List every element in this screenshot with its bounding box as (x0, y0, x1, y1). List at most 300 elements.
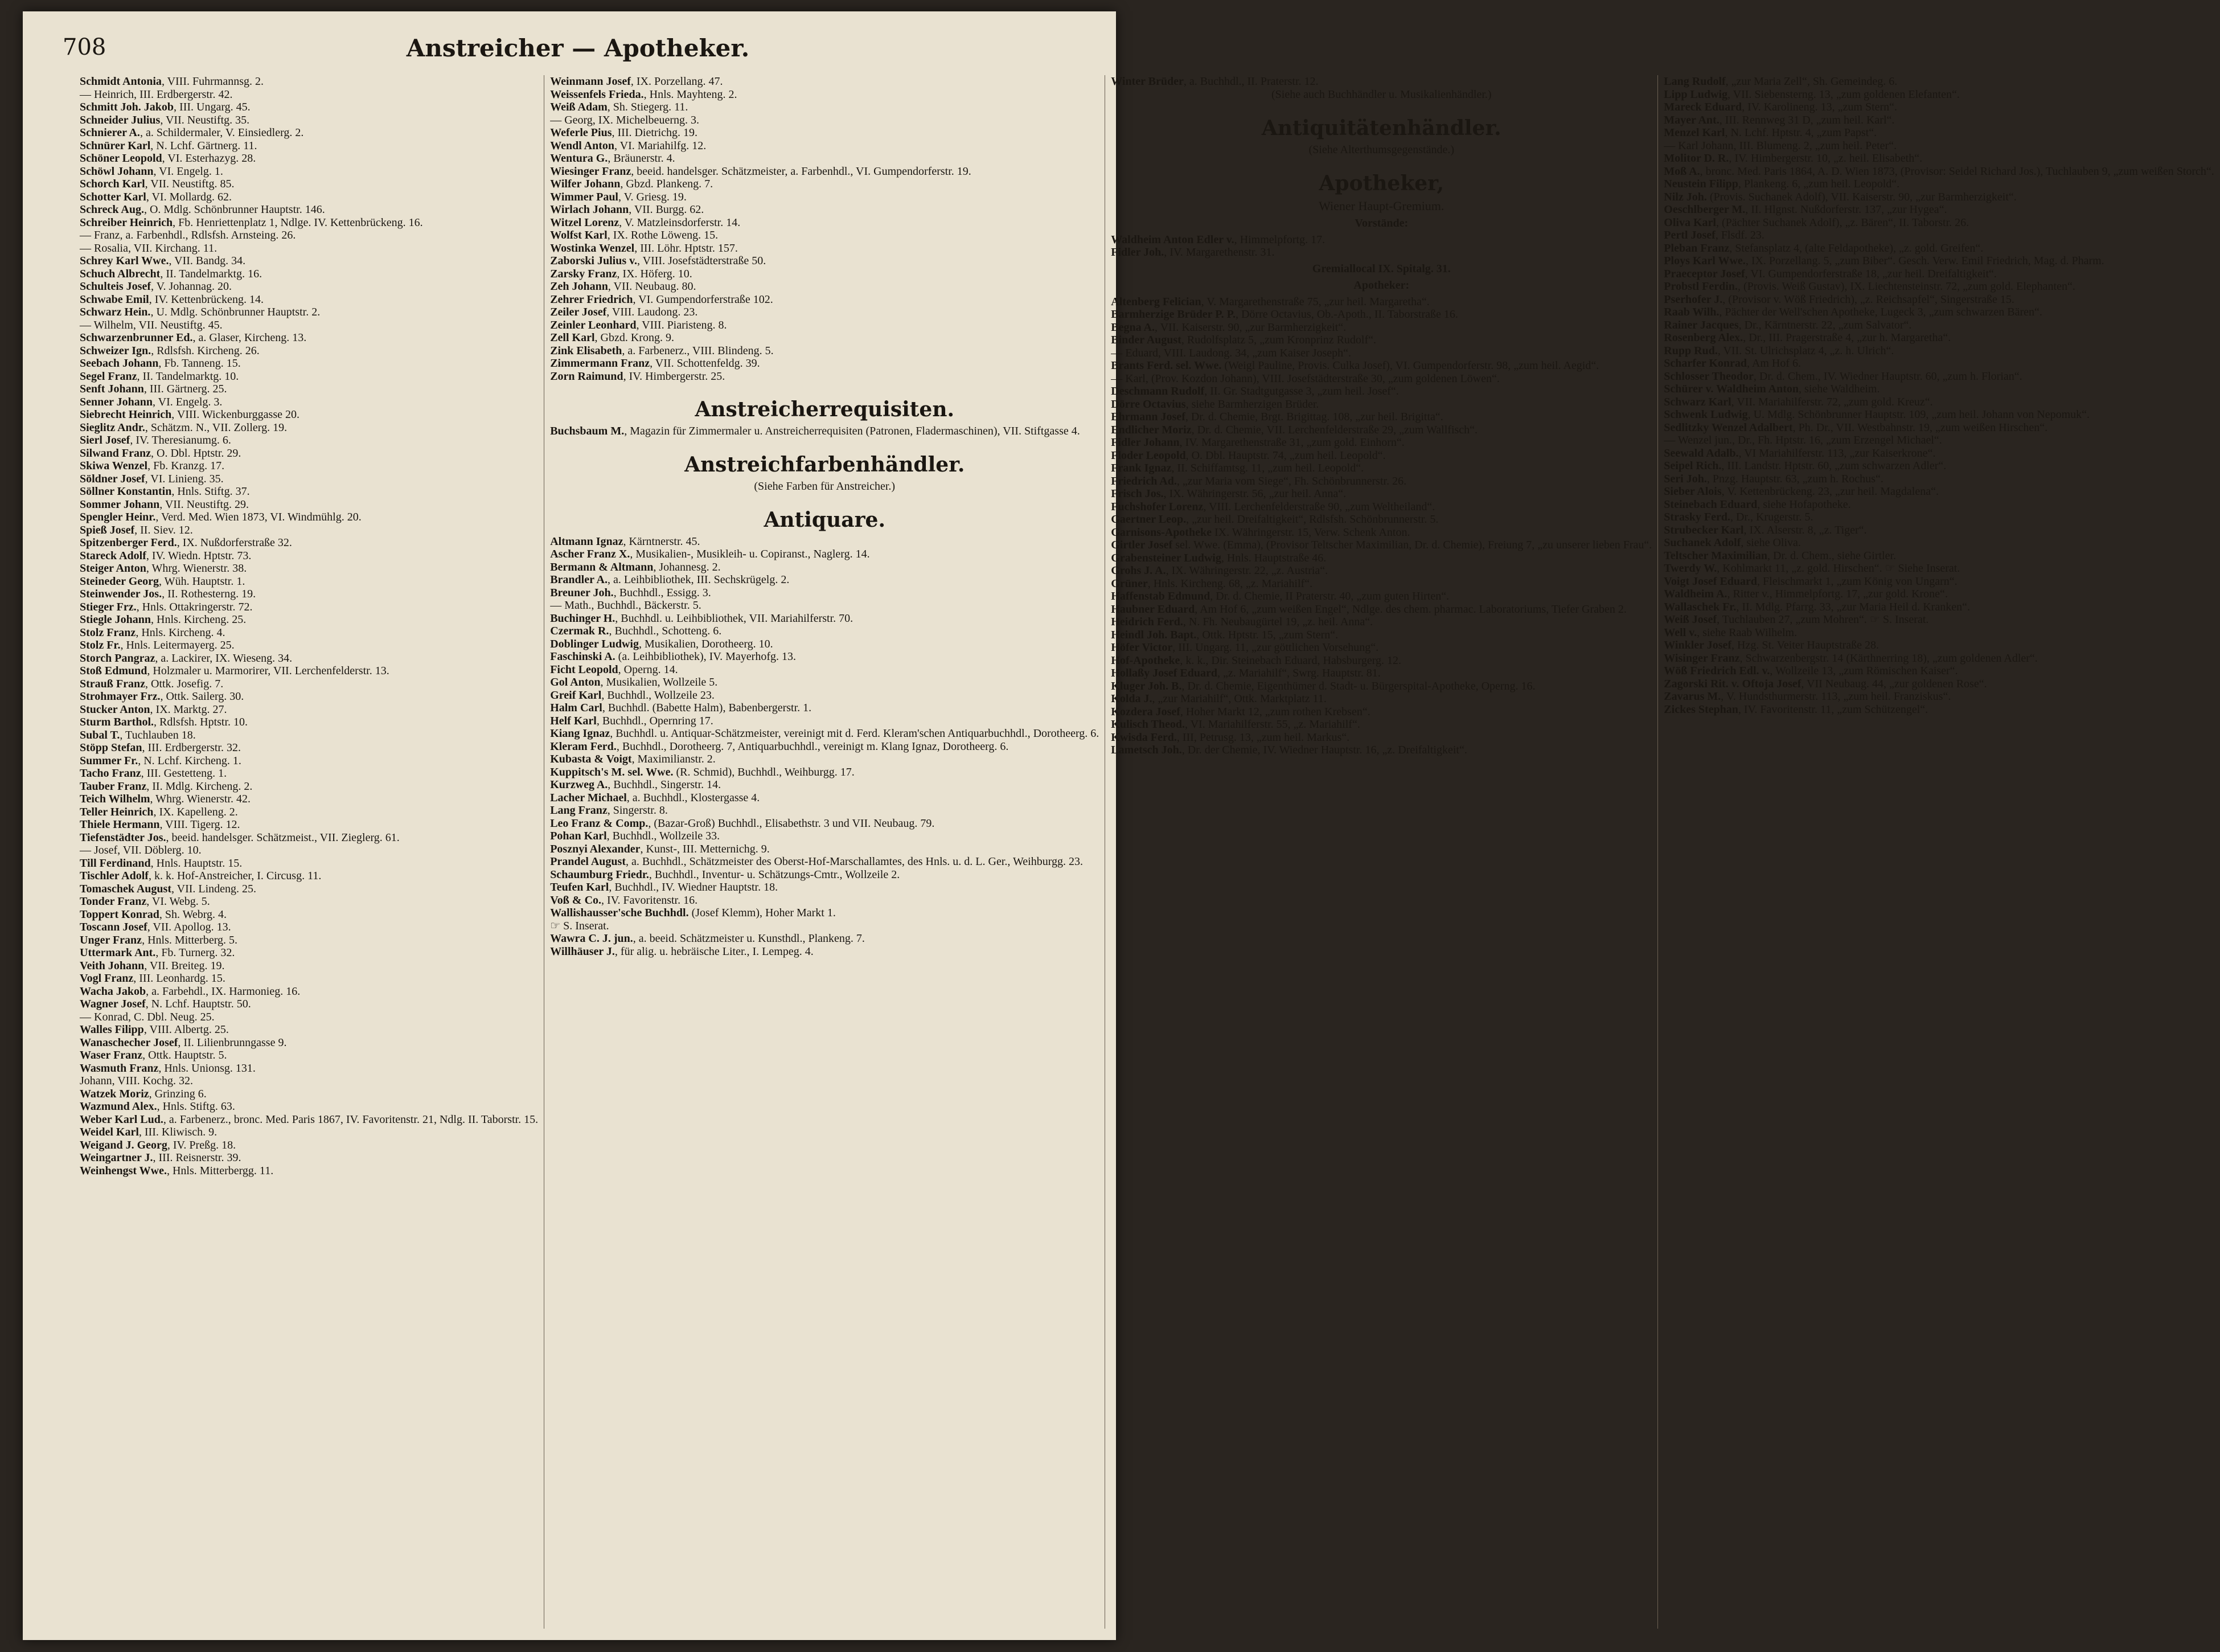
entry-details: , IV. Wiedn. Hptstr. 73. (146, 549, 252, 562)
directory-entry (1111, 424, 1652, 437)
entry-name: Pohan Karl (550, 830, 607, 842)
directory-entry (80, 793, 538, 806)
entry-name: Altmann Ignaz (550, 535, 623, 548)
directory-entry (1664, 626, 2214, 640)
entry-name: Teufen Karl (550, 881, 609, 893)
entry-name: Zagorski Rit. v. Oftoja Josef (1664, 677, 1802, 690)
directory-entry (1111, 526, 1652, 539)
entry-name: Heindl Joh. Bapt. (1111, 628, 1197, 641)
directory-entry (550, 894, 1099, 907)
entry-name: Grüner (1111, 577, 1148, 590)
entry-details: , IV. Himbergerstr. 25. (623, 370, 725, 383)
directory-entry (1664, 588, 2214, 601)
entry-name: Wisinger Franz (1664, 651, 1740, 665)
entry-details: , Sh. Webrg. 4. (159, 908, 227, 921)
directory-entry (1111, 475, 1652, 488)
entry-details: , N. Lchf. Gärtnerg. 11. (150, 139, 257, 152)
entry-details: , O. Dbl. Hptstr. 29. (151, 446, 241, 460)
entry-details: , VII. Siebensterng. 13, „zum goldenen Elefanten“. (1727, 88, 1960, 101)
directory-entry (80, 934, 538, 947)
entry-name: Segel Franz (80, 370, 137, 383)
directory-entry (80, 1088, 538, 1101)
entry-name: Zeiler Josef (550, 306, 607, 318)
entry-details: , Dr. d. Chem., siehe Girtler. (1767, 549, 1897, 562)
entry-details: , Flsdf. 23. (1715, 229, 1764, 241)
entry-details: — Karl Johann, III. Blumeng. 2, „zum heil. Peter“. (1664, 139, 1897, 152)
entry-details: , O. Dbl. Hauptstr. 74, „zum heil. Leopold“. (1185, 449, 1386, 462)
entry-name: Schwarzenbrunner Ed. (80, 331, 193, 344)
entry-details: , VII. St. Ulrichsplatz 4, „z. h. Ulrich“. (1717, 344, 1894, 357)
entry-details: , Sh. Stiegerg. 11. (607, 101, 688, 113)
entry-name: Zink Elisabeth (550, 344, 622, 357)
directory-entry (1664, 639, 2214, 652)
subheading: Apotheker: (1353, 278, 1410, 292)
entry-details: , Ottk. Hauptstr. 5. (142, 1049, 227, 1061)
directory-entry (1111, 692, 1652, 706)
directory-entry (80, 883, 538, 896)
entry-name: Helf Karl (550, 714, 597, 727)
entry-details: , II. Siev. 12. (134, 523, 193, 536)
directory-entry (1664, 434, 2214, 447)
entry-name: Silwand Franz (80, 446, 151, 460)
directory-entry (1111, 334, 1652, 347)
entry-details: , „zur Maria Zell“, Sh. Gemeindeg. 6. (1725, 75, 1898, 88)
entry-name: Kluger Joh. B. (1111, 679, 1182, 692)
directory-entry (1111, 539, 1652, 552)
entry-name: Grohs J. A. (1111, 564, 1166, 577)
entry-details: , III. Erdbergerstr. 32. (142, 741, 241, 754)
entry-details: , Buchhdl. (Babette Halm), Babenbergerstr. 1. (602, 702, 812, 714)
entry-name: Stareck Adolf (80, 549, 146, 562)
entry-name: Spitzenberger Ferd. (80, 536, 177, 549)
entry-details: , siehe Oliva. (1741, 536, 1801, 549)
entry-details: , VIII. Tigerg. 12. (159, 818, 240, 831)
entry-name: Zell Karl (550, 331, 595, 344)
entry-name: Zarsky Franz (550, 267, 617, 280)
directory-entry (1664, 690, 2214, 703)
directory-entry (1664, 703, 2214, 716)
directory-entry (80, 293, 538, 306)
entry-name: Witzel Lorenz (550, 216, 619, 229)
entry-name: Altenberg Felician (1111, 295, 1201, 308)
entry-name: Wawra C. J. jun. (550, 932, 633, 945)
directory-entry (1111, 501, 1652, 514)
directory-entry (550, 817, 1099, 830)
entry-details: , Schätzm. N., VII. Zollerg. 19. (145, 421, 288, 434)
directory-entry (80, 665, 538, 678)
entry-details: , VIII. Fuhrmannsg. 2. (161, 75, 264, 88)
entry-details: — Georg, IX. Michelbeuerng. 3. (550, 113, 699, 126)
entry-name: Lametsch Joh. (1111, 744, 1182, 756)
entry-details: , Operng. 14. (618, 663, 678, 676)
directory-entry (550, 561, 1099, 574)
entry-details: , III. Löhr. Hptstr. 157. (634, 241, 738, 255)
directory-entry (550, 702, 1099, 715)
entry-name: Weissenfels Frieda. (550, 88, 644, 101)
entry-details: , Magazin für Zimmermaler u. Anstreicherrequisiten (Patronen, Fladermaschinen), VII. Stiftgasse 4. (624, 425, 1080, 437)
entry-details: , Dr. d. Chemie, Eigenthümer d. Stadt- u. Bürgerspital-Apotheke, Operng. 16. (1181, 679, 1536, 692)
entry-details: , II. Gr. Stadtgutgasse 3, „zum heil. Josef“. (1204, 385, 1399, 397)
entry-name: Ficht Leopold (550, 663, 618, 676)
entry-name: Stieger Frz. (80, 600, 137, 613)
entry-details: , „zur heil. Dreifaltigkeit“, Rdlsfsh. Schönbrunnerstr. 5. (1186, 513, 1439, 526)
entry-name: Storch Pangraz (80, 651, 155, 665)
entry-name: Lipp Ludwig (1664, 88, 1728, 101)
directory-entry (1664, 88, 2214, 101)
entry-name: Schwabe Emil (80, 293, 149, 306)
directory-entry (80, 203, 538, 216)
directory-entry (1111, 436, 1652, 449)
entry-name: Zaborski Julius v. (550, 255, 638, 267)
directory-entry (1111, 564, 1652, 577)
directory-page (23, 11, 2214, 1640)
entry-details: , Buchhdl., Inventur- u. Schätzungs-Cmtr., Wollzeile 2. (649, 868, 900, 881)
entry-name: Stolz Fr. (80, 639, 121, 651)
directory-entry (1111, 552, 1652, 565)
entry-name: Czermak R. (550, 625, 609, 637)
entry-details: , IX. Währingerstr. 22, „z. Austria“. (1166, 564, 1328, 577)
directory-entry (550, 165, 1099, 178)
entry-details: , IX. Kapelleng. 2. (153, 805, 238, 818)
entry-details: , (Provisor v. Wöß Friedrich), „z. Reichsapfel“, Singerstraße 15. (1722, 293, 2014, 306)
entry-details: , Buchhdl., Singerstr. 14. (608, 778, 721, 791)
directory-entry (550, 855, 1099, 868)
entry-details: , Fb. Turnerg. 32. (155, 946, 235, 959)
entry-name: Dörre Octavius (1111, 397, 1186, 411)
entry-name: Schwarz Hein. (80, 306, 151, 318)
entry-name: Lang Rudolf (1664, 75, 1726, 88)
directory-entry (80, 524, 538, 537)
entry-details: , IX. Nußdorferstraße 32. (177, 536, 292, 549)
section-title: Antiquitätenhändler. (1261, 116, 1501, 140)
directory-entry (550, 114, 1099, 127)
directory-entry (1664, 114, 2214, 127)
directory-entry (550, 306, 1099, 319)
entry-details: , Kärntnerstr. 45. (623, 535, 700, 548)
entry-name: Strasky Ferd. (1664, 511, 1730, 523)
entry-details: IX. Währingerstr. 15, Verw. Schenk Anton. (1211, 526, 1410, 539)
entry-details: , IX. Alserstr. 8, „z. Tiger“. (1743, 523, 1867, 536)
entry-details: , Buchhdl., Essigg. 3. (613, 586, 711, 599)
entry-details: , Am Hof 6. (1747, 357, 1802, 370)
directory-entry (1664, 536, 2214, 550)
entry-details: , Dr. d. Chemie, VII. Lerchenfelderstraße 29, „zum Wallfisch“. (1191, 423, 1478, 436)
entry-name: Schmidt Antonia (80, 75, 162, 88)
entry-details: , O. Mdlg. Schönbrunner Hauptstr. 146. (143, 203, 325, 216)
entry-name: Wanaschecher Josef (80, 1036, 178, 1049)
section-title: Anstreicherrequisiten. (695, 397, 955, 421)
directory-entry (550, 804, 1099, 817)
directory-entry (1664, 485, 2214, 498)
entry-details: , Hnls. Hauptstr. 15. (150, 856, 243, 870)
entry-name: Walles Filipp (80, 1023, 144, 1036)
entry-details: , II. Tandelmarktg. 10. (137, 370, 239, 383)
entry-details: , für alig. u. hebräische Liter., I. Lempeg. 4. (614, 945, 814, 958)
entry-name: Binder August (1111, 334, 1181, 346)
directory-entry (550, 216, 1099, 229)
entry-details: , Fb. Henriettenplatz 1, Ndlge. IV. Kettenbrückeng. 16. (173, 216, 423, 229)
directory-entry (1111, 246, 1652, 259)
entry-name: Tonder Franz (80, 895, 147, 908)
entry-name: Schürer v. Waldheim Anton (1664, 383, 1799, 395)
entry-name: Girtler Josef (1111, 539, 1173, 551)
directory-entry (80, 1100, 538, 1113)
directory-entry (80, 703, 538, 716)
entry-name: Siebrecht Heinrich (80, 408, 172, 421)
directory-entry (550, 203, 1099, 216)
running-head: Anstreicher — Apotheker. (406, 34, 750, 62)
entry-details: , III. Leonhardg. 15. (133, 972, 225, 985)
directory-entry (80, 601, 538, 614)
entry-name: Schreiber Heinrich (80, 216, 173, 229)
entry-details: , Ottk. Hptstr. 15, „zum Stern“. (1196, 628, 1339, 641)
entry-details: , a. Farbenerz., VIII. Blindeng. 5. (622, 344, 774, 357)
directory-entry (550, 152, 1099, 165)
entry-details: , Buchhdl. u. Leihbibliothek, VII. Mariahilferstr. 70. (615, 612, 853, 625)
entry-details: , IV. Favoritenstr. 11, „zum Schützengel“. (1738, 703, 1928, 716)
directory-entry (1664, 575, 2214, 588)
entry-name: Stolz Franz (80, 626, 136, 639)
entry-details: , Hzg. St. Veiter Hauptstraße 28. (1731, 639, 1880, 651)
entry-details: , VIII. Albertg. 25. (143, 1023, 229, 1036)
entry-details: , siehe Waldheim. (1799, 383, 1880, 395)
directory-entry (1664, 473, 2214, 486)
directory-entry (80, 229, 538, 242)
entry-name: Waser Franz (80, 1049, 143, 1061)
entry-details: , VIII. Piaristeng. 8. (636, 318, 727, 331)
entry-name: Oeschlberger M. (1664, 203, 1746, 216)
entry-name: Veith Johann (80, 959, 145, 972)
column-3 (1105, 75, 1658, 1629)
directory-entry (80, 126, 538, 140)
directory-entry (80, 460, 538, 473)
directory-entry (550, 638, 1099, 651)
directory-entry (80, 780, 538, 793)
entry-name: Vogl Franz (80, 972, 134, 985)
entry-name: Stucker Anton (80, 703, 150, 716)
entry-name: Pleban Franz (1664, 241, 1730, 255)
entry-details: , siehe Raab Wilhelm. (1697, 626, 1798, 639)
entry-details: , IV. Karolineng. 13, „zum Stern“. (1742, 101, 1898, 113)
directory-entry (80, 421, 538, 434)
directory-entry (80, 357, 538, 370)
directory-entry (1664, 511, 2214, 524)
entry-name: Strubecker Karl (1664, 523, 1744, 536)
entry-name: Probstl Ferdin. (1664, 280, 1738, 293)
directory-entry (80, 345, 538, 358)
directory-entry (1111, 398, 1652, 411)
directory-entry (80, 895, 538, 908)
entry-name: Steinwender Jos. (80, 588, 162, 600)
entry-details: , IV. Theresianumg. 6. (130, 434, 231, 446)
entry-details: , VII Neubaug. 44, „zur goldenen Rose“. (1801, 677, 1987, 690)
directory-entry (1664, 268, 2214, 281)
entry-name: Schreck Aug. (80, 203, 144, 216)
directory-entry (550, 140, 1099, 153)
entry-details: , Buchhdl., Wollzeile 23. (601, 688, 715, 702)
entry-details: , II. Tandelmarktg. 16. (160, 267, 262, 280)
entry-details: , VI. Webg. 5. (146, 895, 210, 908)
entry-name: Kubasta & Voigt (550, 753, 632, 765)
entry-name: Rosenberg Alex. (1664, 331, 1743, 344)
entry-name: Kleram Ferd. (550, 740, 617, 753)
directory-entry (1111, 359, 1652, 372)
entry-name: Watzek Moriz (80, 1087, 149, 1100)
directory-entry (550, 280, 1099, 293)
entry-details: , VI. Gumpendorferstraße 18, „zur heil. Dreifaltigkeit“. (1745, 267, 1997, 280)
directory-entry (1664, 203, 2214, 216)
entry-name: Weiß Josef (1664, 613, 1717, 626)
entry-details: , Rdlsfsh. Hptstr. 10. (154, 716, 248, 728)
entry-details: , Buchhdl. u. Antiquar-Schätzmeister, vereinigt mit d. Ferd. Kleram'schen Antiquarbuchhdl., Dorotheerg. 6. (610, 727, 1099, 740)
entry-name: Weigand J. Georg (80, 1138, 167, 1151)
entry-name: Begna A. (1111, 321, 1155, 334)
directory-entry (80, 946, 538, 960)
entry-details: , a. Lackirer, IX. Wieseng. 34. (155, 651, 293, 665)
directory-entry (550, 868, 1099, 882)
section-note: (Siehe Farben für Anstreicher.) (754, 479, 896, 493)
entry-details: , V. Kettenbrückeng. 23, „zur heil. Magdalena“. (1721, 485, 1939, 498)
directory-entry (80, 511, 538, 524)
entry-name: Fidler Joh. (1111, 246, 1164, 259)
entry-details: , Bräunerstr. 4. (608, 152, 675, 165)
directory-entry (1664, 319, 2214, 332)
entry-name: Uttermark Ant. (80, 946, 156, 959)
entry-details: , (Bazar-Groß) Buchhdl., Elisabethstr. 3 und VII. Neubaug. 79. (648, 817, 935, 830)
entry-details: , Dr., III. Pragerstraße 4, „zur h. Margaretha“. (1743, 331, 1951, 344)
entry-details: , Musikalien-, Musikleih- u. Copiranst., Naglerg. 14. (630, 548, 870, 560)
directory-entry (550, 753, 1099, 766)
entry-details: , III. Ungarg. 45. (174, 101, 251, 113)
page-number: 708 (63, 34, 106, 60)
directory-entry (1664, 383, 2214, 396)
directory-entry (1664, 293, 2214, 306)
directory-entry (80, 114, 538, 127)
directory-entry (80, 1126, 538, 1139)
entry-details: , „zur Maria vom Siege“, Fh. Schönbrunnerstr. 26. (1176, 474, 1407, 487)
entry-details: , VI. Linieng. 35. (145, 472, 224, 485)
directory-entry (550, 792, 1099, 805)
entry-details: , a. Buchhdl., Schätzmeister des Oberst-Hof-Marschallamtes, des Hnls. u. d. L. Ger., Weihburgg. 23. (626, 855, 1084, 868)
directory-entry (80, 575, 538, 588)
entry-name: Teich Wilhelm (80, 793, 150, 805)
directory-entry (1664, 652, 2214, 665)
entry-name: Leo Franz & Comp. (550, 817, 649, 830)
directory-entry (80, 972, 538, 985)
directory-entry (80, 473, 538, 486)
entry-name: Lacher Michael (550, 791, 627, 804)
entry-name: Endlicher Moriz (1111, 423, 1192, 436)
entry-name: Schotter Karl (80, 190, 146, 203)
directory-entry (80, 639, 538, 652)
entry-details: , VI. Mariahilfg. 12. (614, 139, 707, 152)
directory-entry (1111, 616, 1652, 629)
entry-name: Well v. (1664, 626, 1697, 639)
entry-details: , Hnls. Ottakringerstr. 72. (136, 600, 253, 613)
entry-details: , Whrg. Wienerstr. 42. (150, 793, 251, 805)
directory-entry (1111, 603, 1652, 616)
entry-name: Menzel Karl (1664, 126, 1725, 139)
entry-name: Hof-Apotheke (1111, 654, 1180, 667)
entry-name: Sturm Barthol. (80, 716, 154, 728)
directory-entry (550, 75, 1099, 88)
entry-name: Schwenk Ludwig (1664, 408, 1748, 421)
directory-entry (550, 178, 1099, 191)
directory-entry (1664, 140, 2214, 153)
entry-name: Ploys Karl Wwe. (1664, 255, 1746, 267)
entry-name: Wolfst Karl (550, 229, 608, 241)
directory-entry (80, 268, 538, 281)
section-title: Apotheker, (1319, 171, 1445, 195)
directory-entry (1111, 641, 1652, 654)
entry-name: Frank Ignaz (1111, 462, 1172, 474)
directory-entry (550, 191, 1099, 204)
entry-name: Kozdera Josef (1111, 705, 1180, 718)
entry-details: , siehe Hofapotheke. (1757, 498, 1851, 511)
entry-details: , III. Kliwisch. 9. (138, 1126, 218, 1138)
subheading: Vorstände: (1355, 216, 1409, 229)
directory-entry (80, 870, 538, 883)
directory-entry (1664, 255, 2214, 268)
section-title: Anstreichfarbenhändler. (684, 452, 965, 477)
entry-name: Seipel Rich. (1664, 460, 1722, 472)
entry-name: Toscann Josef (80, 921, 147, 933)
entry-details: , VII. Neustiftg. 85. (145, 178, 235, 190)
entry-name: Steineder Georg (80, 575, 159, 588)
directory-entry (550, 920, 1099, 933)
entry-name: Kwisda Ferd. (1111, 731, 1177, 744)
directory-entry (550, 766, 1099, 779)
entry-details: — Wenzel jun., Dr., Fh. Hptstr. 16, „zum Erzengel Michael“. (1664, 434, 1942, 446)
entry-details: , a. Buchhdl., Klostergasse 4. (626, 791, 760, 804)
entry-name: Nilz Joh. (1664, 190, 1707, 203)
entry-details: , VII. Bandg. 34. (169, 255, 246, 267)
directory-entry (550, 778, 1099, 792)
entry-details: , a. Leihbibliothek, III. Sechskrügelg. 2. (607, 573, 790, 586)
entry-details: , VIII. Lerchenfelderstraße 90, „zum Weltheiland“. (1203, 500, 1435, 513)
directory-entry (1664, 396, 2214, 409)
entry-details: , Dr. d. Chemie, II Praterstr. 40, „zum guten Hirten“. (1210, 590, 1450, 602)
directory-entry (80, 998, 538, 1011)
entry-name: Zehrer Friedrich (550, 293, 633, 306)
entry-details: , IV. Favoritenstr. 16. (601, 893, 698, 907)
directory-entry (80, 767, 538, 780)
entry-details: , VII. Kaiserstr. 90, „zur Barmherzigkeit“. (1154, 321, 1347, 334)
entry-name: Schrey Karl Wwe. (80, 255, 169, 267)
directory-entry (550, 573, 1099, 587)
entry-name: Zavarus M. (1664, 690, 1721, 703)
entry-details: , Gbzd. Plankeng. 7. (620, 178, 713, 190)
entry-name: Weiß Adam (550, 101, 608, 113)
entry-details: , Fleischmarkt 1, „zum König von Ungarn“. (1757, 575, 1958, 588)
entry-details: , III. Dietrichg. 19. (612, 126, 698, 139)
directory-entry (550, 548, 1099, 561)
entry-details: , VI. Engelg. 1. (153, 165, 223, 178)
entry-details: , Hnls. Kircheng. 68, „z. Mariahilf“. (1147, 577, 1313, 590)
entry-name: Floder Leopold (1111, 449, 1186, 462)
page-header (63, 34, 1093, 68)
entry-details: (a. Leihbibliothek), IV. Mayerhofg. 13. (615, 650, 797, 663)
directory-entry (80, 331, 538, 345)
section-note: (Siehe auch Buchhändler u. Musikalienhändler.) (1271, 88, 1492, 101)
entry-name: Höfer Victor (1111, 641, 1173, 654)
directory-entry (550, 740, 1099, 753)
directory-entry (80, 729, 538, 742)
entry-details: , V. Margarethenstraße 75, „zur heil. Margaretha“. (1201, 295, 1430, 308)
directory-entry (80, 165, 538, 178)
directory-entry (1664, 613, 2214, 626)
entry-details: — Heinrich, III. Erdbergerstr. 42. (80, 88, 233, 101)
